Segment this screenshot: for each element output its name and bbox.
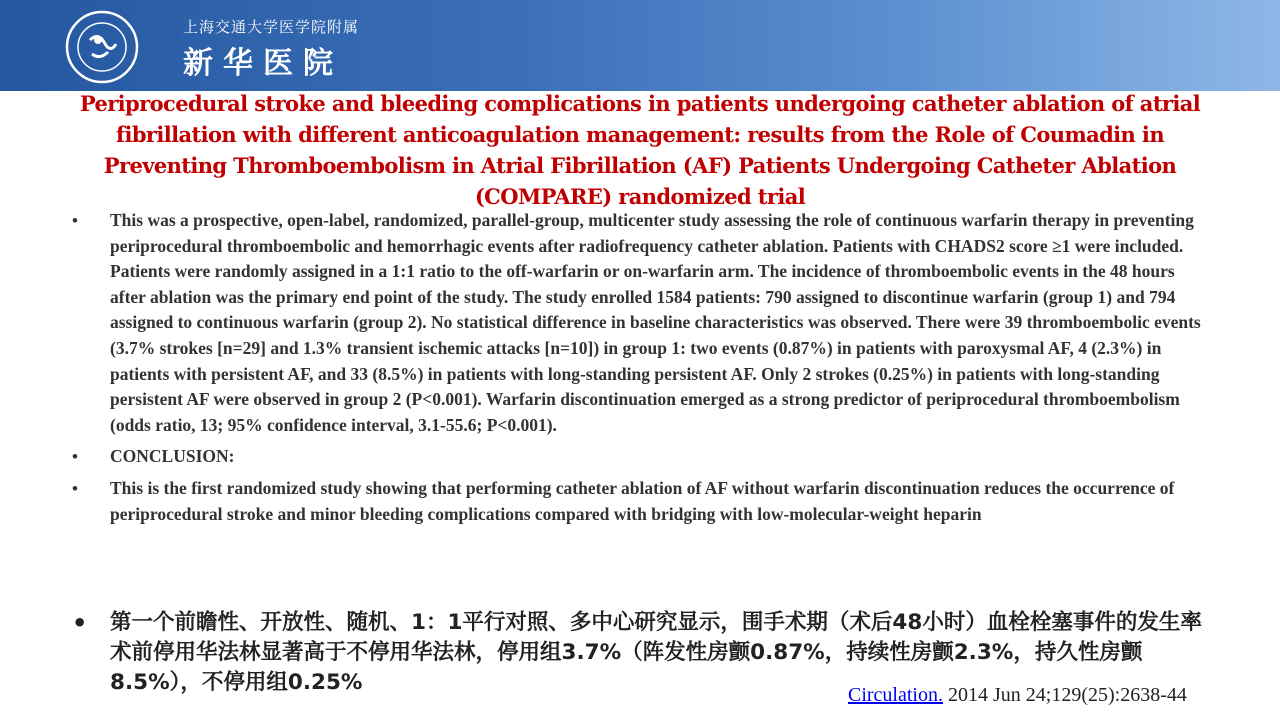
slide-title: Periprocedural stroke and bleeding complications in patients undergoing catheter ablation of atrial fibrillation with different anticoagulation management: results from the Role of Coumadin in Preventing Thromboembolism in Atrial Fibrillation (AF) Patients Undergoing Catheter Ablation (COMPARE) randomized trial [79,91,1201,209]
journal-link[interactable]: Circulation. [848,684,943,706]
bullet-text: This is the first randomized study showing that performing catheter ablation of AF without warfarin discontinuation reduces the occurrence of periprocedural stroke and minor bleeding complications compared with bridging with low-molecular-weight heparin [110,477,1175,524]
citation [848,684,1189,707]
bullet-item-abstract [72,208,1202,438]
bullet-marker: • [72,211,78,230]
bullet-text: CONCLUSION: [110,446,235,467]
hospital-logo [46,10,158,84]
citation-details: 2014 Jun 24;129(25):2638-44 [942,684,1187,706]
hospital-name: 新华医院 [183,46,343,81]
chinese-summary-text: 第一个前瞻性、开放性、随机、1：1平行对照、多中心研究显示，围手术期（术后48小时）血栓栓塞事件的发生率术前停用华法林显著高于不停用华法林，停用组3.7%（阵发性房颤0.87%，持续性房颤2.3%，持久性房颤8.5%），不停用组0.25% [110,610,1202,695]
bullet-item-conclusion-heading [72,444,1202,470]
bullet-marker: • [72,447,78,467]
bullet-list [72,208,1202,533]
bullet-marker: • [72,478,78,498]
bullet-text: This was a prospective, open-label, randomized, parallel-group, multicenter study assessing the role of continuous warfarin therapy in preventing periprocedural thromboembolic and hemorrhagic events after radiofrequency catheter ablation. Patients with CHADS2 score ≥1 were included. Patients were randomly assigned in a 1:1 ratio to the off-warfarin or on-warfarin arm. The incidence of thromboembolic events in the 48 hours after ablation was the primary end point of the study. The study enrolled 1584 patients: 790 assigned to discontinue warfarin (group 1) and 794 assigned to continuous warfarin (group 2). No statistical difference in baseline characteristics was observed. There were 39 thromboembolic events (3.7% strokes [n=29] and 1.3% transient ischemic attacks [n=10]) in group 1: two events (0.87%) in patients with paroxysmal AF, 4 (2.3%) in patients with persistent AF, and 33 (8.5%) in patients with long-standing persistent AF. Only 2 strokes (0.25%) in patients with long-standing persistent AF were observed in group 2 (P<0.001). Warfarin discontinuation emerged as a strong predictor of periprocedural thromboembolism (odds ratio, 13; 95% confidence interval, 3.1-55.6; P<0.001). [110,210,1201,435]
header-banner [0,0,1280,91]
bullet-marker: • [72,609,88,637]
hospital-affiliation: 上海交通大学医学院附属 [183,18,360,36]
bullet-item-conclusion [72,476,1202,527]
